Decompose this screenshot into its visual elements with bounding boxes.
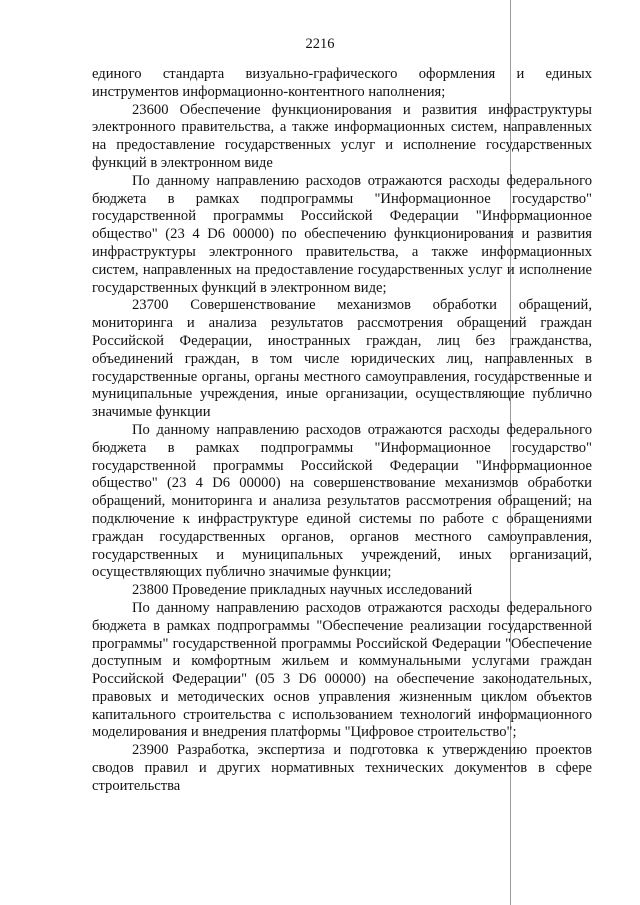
section-heading-23800: 23800 Проведение прикладных научных исследований [132, 582, 473, 599]
page-number: 2216 [305, 36, 335, 52]
paragraph-continuation: единого стандарта визуально-графического оформления и единых инструментов информационно-контентного наполнения; [92, 66, 592, 100]
section-heading-23600: 23600 Обеспечение функционирования и развития инфраструктуры электронного правительства, а также информационных систем, направленных на предоставление государственных услуг и исполнение государственных функций в электронном виде [92, 101, 592, 171]
paragraph-23700-description: По данному направлению расходов отражаются расходы федерального бюджета в рамках подпрограммы "Информационное государство" государственной программы Российской Федерации "Информационное общество" (23 4 D6 00000) на совершенствование механизмов обработки обращений, мониторинга и анализа результатов рассмотрения обращений; на подключение к инфраструктуре единой системы по работе с обращениями граждан государственных органов, органов местного самоуправления, государственных и муниципальных учреждений, иных организаций, осуществляющих публично значимые функции; [92, 421, 592, 581]
section-heading-23700: 23700 Совершенствование механизмов обработки обращений, мониторинга и анализа результатов рассмотрения обращений граждан Российской Федерации, иностранных граждан, лиц без гражданства, объединений граждан, в том числе юридических лиц, направленных в государственные органы, органы местного самоуправления, государственные и муниципальные учреждения, иные организации, осуществляющие публично значимые функции [92, 297, 592, 421]
paragraph-23600-description: По данному направлению расходов отражаются расходы федерального бюджета в рамках подпрограммы "Информационное государство" государственной программы Российской Федерации "Информационное общество" (23 4 D6 00000) по обеспечению функционирования и развития инфраструктуры электронного правительства, а также информационных систем, направленных на предоставление государственных услуг и исполнение государственных функций в электронном виде; [92, 172, 592, 296]
document-body [92, 66, 592, 796]
section-heading-23900: 23900 Разработка, экспертиза и подготовка к утверждению проектов сводов правил и других нормативных технических документов в сфере строительства [92, 742, 592, 794]
paragraph-23800-description: По данному направлению расходов отражаются расходы федерального бюджета в рамках подпрограммы "Обеспечение реализации государственной программы" государственной программы Российской Федерации "Обеспечение доступным и комфортным жильем и коммунальными услугами граждан Российской Федерации" (05 3 D6 00000) на обеспечение законодательных, правовых и методических основ управления жизненным циклом объектов капитального строительства с использованием технологий информационного моделирования и внедрения платформы "Цифровое строительство"; [92, 599, 592, 741]
